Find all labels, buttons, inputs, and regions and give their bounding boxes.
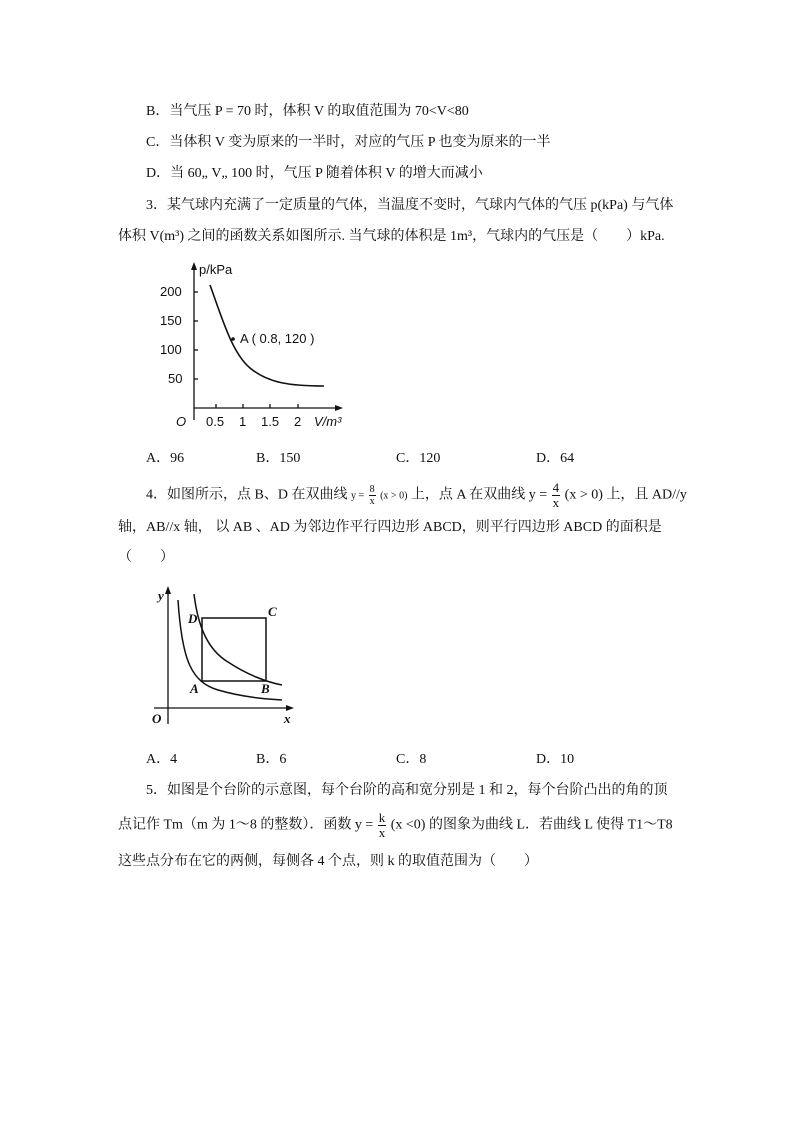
q4-label-a: A — [190, 681, 199, 696]
q4-label-d: D — [188, 611, 198, 626]
q4-option-d: D．10 — [536, 752, 575, 767]
q5-stem-line2 — [118, 811, 673, 840]
q3-stem-line1: 3．某气球内充满了一定质量的气体，当温度不变时，气球内气体的气压 p(kPa) 与气体 — [146, 198, 674, 213]
q4-hyperbola-graph — [148, 582, 308, 728]
q5-stem-line1: 5．如图是个台阶的示意图，每个台阶的高和宽分别是 1 和 2，每个台阶凸出的角的顶 — [146, 783, 668, 798]
q4-curve1-lhs: y = — [350, 490, 365, 502]
q3-option-c: C．120 — [396, 451, 441, 466]
q3-option-a: A．96 — [146, 451, 185, 466]
q5-func-condition: (x <0) — [390, 817, 426, 833]
q3-y-axis-label: p/kPa — [199, 262, 233, 277]
q3-point-a — [231, 337, 235, 341]
q5-text-a: 点记作 Tm（m 为 1～8 的整数）．函数 — [118, 817, 352, 833]
q4-label-b: B — [261, 681, 270, 696]
q4-curve2-fraction: $\frac{4}{x}$ — [552, 480, 560, 510]
q4-option-c: C．8 — [396, 752, 427, 767]
q3-y-tick: 150 — [160, 313, 182, 328]
q3-x-tick: 1.5 — [261, 414, 280, 429]
q4-options — [146, 748, 666, 768]
q4-text-b: 上，点 A 在双曲线 — [410, 487, 526, 503]
q3-y-tick: 50 — [168, 371, 183, 386]
q4-text-c: 上，且 AD//y — [606, 487, 687, 503]
q4-curve2-condition: (x > 0) — [564, 487, 603, 503]
q4-stem-line1 — [146, 481, 687, 510]
q4-label-c: C — [268, 604, 277, 619]
q5-func-fraction: $\frac{k}{x}$ — [378, 810, 386, 840]
q3-pressure-volume-graph — [150, 258, 350, 438]
q3-x-axis-label: V/m³ — [314, 414, 342, 429]
q4-x-axis-label: x — [284, 711, 291, 726]
q2-option-b: B．当气压 P = 70 时，体积 V 的取值范围为 70<V<80 — [146, 104, 469, 119]
q2-option-d: D．当 60„ V„ 100 时，气压 P 随着体积 V 的增大而减小 — [146, 166, 483, 181]
q3-x-tick: 1 — [239, 414, 247, 429]
q3-point-label: A ( 0.8, 120 ) — [240, 331, 315, 346]
q5-stem-line3: 这些点分布在它的两侧，每侧各 4 个点，则 k 的取值范围为（ ） — [118, 854, 538, 869]
q3-option-d: D．64 — [536, 451, 575, 466]
q3-y-tick: 100 — [160, 342, 182, 357]
q2-option-c: C．当体积 V 变为原来的一半时，对应的气压 P 也变为原来的一半 — [146, 135, 551, 150]
q3-x-tick: 2 — [294, 414, 302, 429]
q4-stem-line2: 轴，AB//x 轴， 以 AB 、AD 为邻边作平行四边形 ABCD，则平行四边形 ABCD 的面积是 — [118, 520, 662, 535]
q4-option-b: B．6 — [256, 752, 287, 767]
q3-origin-label: O — [176, 414, 187, 429]
q4-origin-label: O — [152, 711, 162, 726]
q3-x-tick: 0.5 — [206, 414, 225, 429]
q4-parallelogram-abcd — [202, 618, 266, 681]
q5-text-b: 的图象为曲线 L．若曲线 L 使得 T1～T8 — [428, 817, 673, 833]
q3-y-tick: 200 — [160, 284, 182, 299]
q4-option-a: A．4 — [146, 752, 178, 767]
q4-stem-line3: （ ） — [118, 550, 174, 565]
q5-func-lhs: y = — [354, 817, 374, 833]
q4-y-axis-label: y — [158, 588, 164, 603]
q4-curve1-condition: (x > 0) — [380, 490, 408, 502]
q4-curve2-lhs: y = — [528, 487, 548, 503]
q3-options — [146, 447, 666, 467]
q3-stem-line2: 体积 V(m³) 之间的函数关系如图所示. 当气球的体积是 1m³，气球内的气压是（ ）kPa. — [118, 229, 665, 244]
q3-option-b: B．150 — [256, 451, 301, 466]
q4-text-a: 4．如图所示，点 B、D 在双曲线 — [146, 487, 348, 503]
q4-curve1-fraction: $\frac{8}{x}$ — [369, 484, 375, 507]
